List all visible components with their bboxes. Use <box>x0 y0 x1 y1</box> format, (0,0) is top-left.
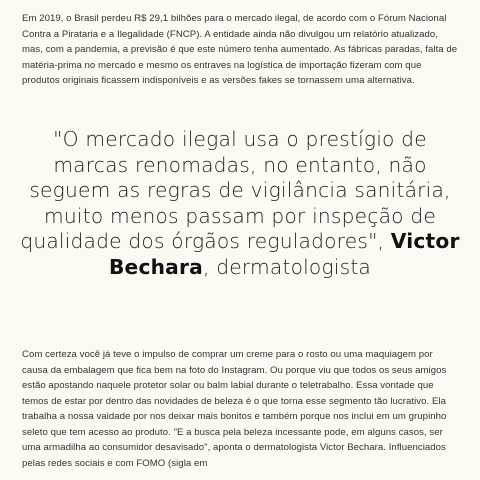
pull-quote-author: Victor Bechara <box>108 229 460 279</box>
pull-quote <box>20 127 460 280</box>
pull-quote-text: "O mercado ilegal usa o prestígio de marcas renomadas, no entanto, não seguem as regras de vigilância sanitária, muito menos passam por inspeção de qualidade dos órgãos reguladores", <box>20 127 451 253</box>
body-paragraph: Com certeza você já teve o impulso de comprar um creme para o rosto ou uma maquiagem por causa da embalagem que fica bem na foto do Instagram. Ou porque viu que todos os seus amigos estão apostando naquele protetor solar ou balm labial durante o teletrabalho. Essa vontade que temos de estar por dentro das novidades de beleza é o que torna esse segmento tão lucrativo. Ela trabalha a nossa vaidade por nos deixar mais bonitos e também porque nos inclui em um grupinho seleto que tem acesso ao produto. "E a busca pela beleza incessante pode, em alguns casos, ser uma armadilha ao consumidor desavisado", aponta o dermatologista Victor Bechara. Influenciados pelas redes sociais e com FOMO (sigla em <box>22 349 447 469</box>
intro-paragraph: Em 2019, o Brasil perdeu R$ 29,1 bilhões para o mercado ilegal, de acordo com o Fórum Nacional Contra a Pirataria e a Ilegalidade (FNCP). A entidade ainda não divulgou um relatório atualizado, mas, com a pandemia, a previsão é que este número tenha aumentado. As fábricas paradas, falta de matéria-prima no mercado e mesmo os entraves na logística de importação fizeram com que produtos originais ficassem indisponíveis e as versões fakes se tornassem uma alternativa. <box>22 13 458 86</box>
pull-quote-role: , dermatologista <box>203 254 372 279</box>
